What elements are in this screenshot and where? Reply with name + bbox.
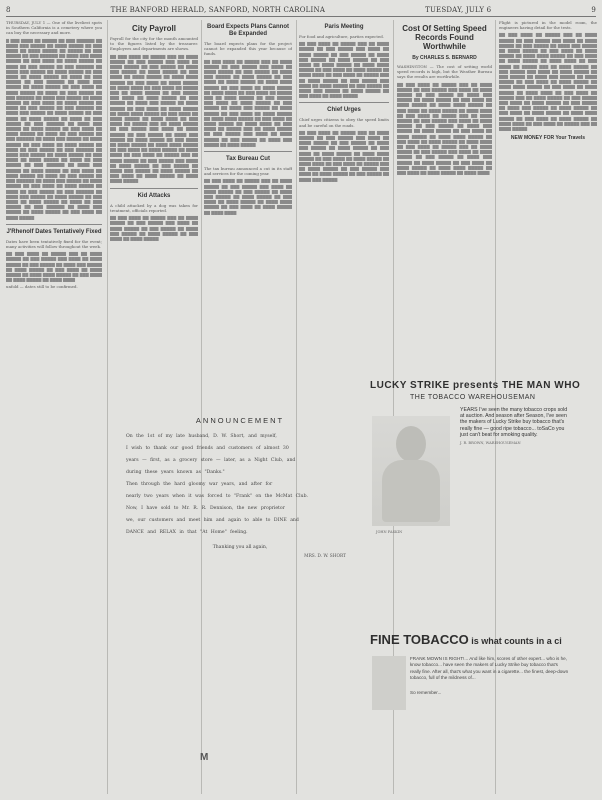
- announcement-line: DANCE and RELAX in that "At Home" feeling.: [126, 530, 248, 535]
- newspaper-title: THE BANFORD HERALD, SANFORD, NORTH CAROLINA: [110, 6, 326, 14]
- announcement-line: during these years known as "Danks.": [126, 470, 225, 475]
- article-filler: ▇▇ ▇▇▇ ▇▇▇▇ ▇▇ ▇▇▇▇▇ ▇▇▇ ▇▇ ▇▇▇▇ ▇▇▇▇▇ ▇▇ ▇▇▇ ▇▇▇▇▇ ▇▇▇ ▇▇▇▇ ▇▇ ▇▇▇▇ ▇▇▇▇▇ ▇▇ ▇▇▇ ▇▇▇▇▇ ▇▇ ▇▇▇▇ ▇▇▇ ▇▇▇▇▇ ▇▇ ▇▇▇▇ ▇▇▇▇▇ ▇▇ ▇▇▇ ▇▇▇▇ ▇▇ ▇▇▇▇ ▇▇▇▇▇ ▇▇ ▇▇▇▇ ▇▇▇▇ ▇▇▇▇▇ ▇▇ ▇▇▇ ▇▇▇▇ ▇▇ ▇▇▇▇ ▇▇▇▇▇ ▇▇ ▇▇▇▇ ▇▇▇▇: [204, 178, 292, 215]
- headline: City Payroll: [131, 24, 176, 33]
- article-body: Flight is pictured in the model room, the engineers having detail for the tests.: [499, 20, 597, 31]
- article-body: Payroll for the city for the month amounted to the figures listed by the treasurer. Employees and departments are shown.: [110, 36, 198, 52]
- divider: [299, 102, 389, 103]
- column-1: [6, 20, 102, 796]
- portrait-head: [396, 426, 426, 462]
- ad-tagline-suffix: is what counts in a ci: [471, 636, 562, 646]
- announcement-line: On the 1st of my late husband, D. W. Short, and myself,: [126, 434, 277, 439]
- article-body: Chief urges citizens to obey the speed limits and be careful on the roads.: [299, 117, 389, 128]
- article-filler: ▇▇ ▇▇▇ ▇▇▇▇ ▇▇ ▇▇▇▇▇ ▇▇▇ ▇▇ ▇▇▇▇ ▇▇▇▇▇ ▇▇ ▇▇▇ ▇▇▇▇▇ ▇▇▇ ▇▇▇▇ ▇▇ ▇▇▇▇ ▇▇▇▇▇ ▇▇ ▇▇▇ ▇▇▇▇▇ ▇▇ ▇▇▇▇ ▇▇▇ ▇▇▇▇▇ ▇▇ ▇▇▇▇ ▇▇▇▇▇ ▇▇ ▇▇▇ ▇▇▇▇ ▇▇ ▇▇▇▇ ▇▇▇▇▇ ▇▇ ▇▇▇▇ ▇▇▇▇ ▇▇▇▇▇ ▇▇ ▇▇▇ ▇▇▇▇ ▇▇ ▇▇▇▇ ▇▇▇▇▇ ▇▇ ▇▇▇▇ ▇▇▇▇ ▇▇ ▇▇▇ ▇▇▇▇ ▇▇ ▇▇▇▇▇ ▇▇▇ ▇▇ ▇▇▇▇ ▇▇▇▇▇ ▇▇ ▇▇▇ ▇▇▇▇▇ ▇▇▇ ▇▇▇▇ ▇▇ ▇▇▇▇ ▇▇▇▇▇ ▇▇ ▇▇▇ ▇▇▇▇▇ ▇▇ ▇▇▇▇ ▇▇▇ ▇▇▇▇▇ ▇▇ ▇▇▇▇ ▇▇▇▇▇ ▇▇ ▇▇▇ ▇▇▇▇ ▇▇ ▇▇▇▇ ▇▇▇▇▇ ▇▇ ▇▇▇▇ ▇▇▇▇ ▇▇▇▇▇ ▇▇ ▇▇▇ ▇▇▇▇ ▇▇ ▇▇▇▇ ▇▇▇▇▇ ▇▇ ▇▇▇▇ ▇▇▇▇ ▇▇ ▇▇▇ ▇▇▇▇ ▇▇ ▇▇▇▇▇ ▇▇▇ ▇▇ ▇▇▇▇ ▇▇▇▇▇ ▇▇ ▇▇▇ ▇▇▇▇▇ ▇▇▇ ▇▇▇▇ ▇▇ ▇▇▇▇ ▇▇▇▇▇ ▇▇ ▇▇▇ ▇▇▇▇▇ ▇▇ ▇▇▇▇ ▇▇▇ ▇▇▇▇▇ ▇▇ ▇▇▇▇ ▇▇▇▇▇: [204, 58, 292, 147]
- page-number-left: 8: [6, 6, 11, 14]
- divider: [204, 151, 292, 152]
- article-tail: unfold — dates still to be confirmed.: [6, 284, 78, 290]
- announcement-thanks: Thanking you all again,: [212, 545, 268, 550]
- column-5: [397, 20, 492, 376]
- announcement-ad: [120, 412, 360, 712]
- divider: [6, 224, 102, 225]
- article-filler: ▇▇ ▇▇▇ ▇▇▇▇ ▇▇ ▇▇▇▇▇ ▇▇▇ ▇▇ ▇▇▇▇ ▇▇▇▇▇ ▇▇ ▇▇▇ ▇▇▇▇▇ ▇▇▇ ▇▇▇▇ ▇▇ ▇▇▇▇ ▇▇▇▇▇ ▇▇ ▇▇▇ ▇▇▇▇▇ ▇▇ ▇▇▇▇ ▇▇▇ ▇▇▇▇▇ ▇▇ ▇▇▇▇ ▇▇▇▇▇ ▇▇ ▇▇▇ ▇▇▇▇ ▇▇ ▇▇▇▇ ▇▇▇▇▇ ▇▇ ▇▇▇▇ ▇▇▇▇ ▇▇▇▇▇ ▇▇ ▇▇▇ ▇▇▇▇ ▇▇ ▇▇▇▇ ▇▇▇▇▇ ▇▇ ▇▇▇▇ ▇▇▇▇ ▇▇ ▇▇▇ ▇▇▇▇ ▇▇ ▇▇▇▇▇ ▇▇▇ ▇▇ ▇▇▇▇ ▇▇▇▇▇ ▇▇ ▇▇▇ ▇▇▇▇▇ ▇▇▇ ▇▇▇▇ ▇▇ ▇▇▇▇ ▇▇▇▇▇ ▇▇ ▇▇▇ ▇▇▇▇▇ ▇▇ ▇▇▇▇ ▇▇▇ ▇▇▇▇▇ ▇▇ ▇▇▇▇ ▇▇▇▇▇ ▇▇ ▇▇▇ ▇▇▇▇ ▇▇ ▇▇▇▇ ▇▇▇▇▇ ▇▇ ▇▇▇▇ ▇▇▇▇ ▇▇▇▇▇ ▇▇ ▇▇▇ ▇▇▇▇ ▇▇ ▇▇▇▇ ▇▇▇▇▇ ▇▇ ▇▇▇▇ ▇▇▇▇ ▇▇ ▇▇▇ ▇▇▇▇ ▇▇ ▇▇▇▇▇ ▇▇▇ ▇▇ ▇▇▇▇ ▇▇▇▇▇ ▇▇ ▇▇▇ ▇▇▇▇▇ ▇▇▇ ▇▇▇▇ ▇▇ ▇▇▇▇ ▇▇▇▇▇ ▇▇ ▇▇▇ ▇▇▇▇▇ ▇▇ ▇▇▇▇ ▇▇▇ ▇▇▇▇▇ ▇▇ ▇▇▇▇ ▇▇▇▇▇ ▇▇ ▇▇▇ ▇▇▇▇ ▇▇ ▇▇▇▇ ▇▇▇▇▇ ▇▇ ▇▇▇▇ ▇▇▇▇ ▇▇▇▇▇ ▇▇ ▇▇▇ ▇▇▇▇ ▇▇ ▇▇▇▇ ▇▇▇▇▇ ▇▇ ▇▇▇▇ ▇▇▇▇ ▇▇ ▇▇▇ ▇▇▇▇ ▇▇ ▇▇▇▇▇ ▇▇▇ ▇▇ ▇▇▇▇ ▇▇▇▇▇: [499, 32, 597, 132]
- portrait-name: JOHN FASKIN: [376, 530, 403, 534]
- ad-subhead: THE TOBACCO WAREHOUSEMAN: [410, 394, 536, 401]
- ad-quote: YEARS I've seen the many tobacco crops sold at auction. And season after Season, I've seen the makers of Lucky Strike buy tobacco that's really fine — good ripe tobacco... toSaCo you just can't beat for smoking quality.: [460, 407, 568, 438]
- ad-tagline: [370, 632, 562, 647]
- headline: Kid Attacks: [137, 192, 171, 199]
- column-rule: [107, 20, 108, 794]
- portrait-body: [382, 460, 440, 522]
- article-body: WASHINGTON — The cost of setting world speed records is high, but the Weather Bureau says the results are worthwhile.: [397, 64, 492, 80]
- announcement-line: Now, I have sold to Mr. R. R. Dennison, the new proprietor: [126, 506, 285, 511]
- ad-headline: LUCKY STRIKE presents THE MAN WHO: [370, 380, 581, 391]
- ad-credit: J. R. BROWN, WAREHOUSEMAN: [460, 441, 521, 446]
- byline: By CHARLES S. BERNARD: [412, 55, 477, 61]
- article-filler: ▇▇ ▇▇▇ ▇▇▇▇ ▇▇ ▇▇▇▇▇ ▇▇▇ ▇▇ ▇▇▇▇ ▇▇▇▇▇ ▇▇ ▇▇▇ ▇▇▇▇▇ ▇▇▇ ▇▇▇▇ ▇▇ ▇▇▇▇ ▇▇▇▇▇ ▇▇ ▇▇▇ ▇▇▇▇▇ ▇▇ ▇▇▇▇ ▇▇▇ ▇▇▇▇▇ ▇▇ ▇▇▇▇ ▇▇▇▇▇ ▇▇ ▇▇▇ ▇▇▇▇ ▇▇ ▇▇▇▇ ▇▇▇▇▇: [110, 215, 198, 241]
- article-body: Dates have been tentatively fixed for the event; many activities will follow throughout the week.: [6, 238, 102, 249]
- announcement-line: we, our customers and meet him and again to able to DINE and: [126, 518, 299, 523]
- masthead: [6, 4, 596, 17]
- article-body: The board expects plans for the project cannot be expanded this year because of funds.: [204, 41, 292, 57]
- page-number-right: 9: [591, 6, 596, 14]
- article-intro: THURSDAY, JULY 1 — One of the liveliest spots in Southern California is a cemetery where you can buy the necessary and more.: [6, 20, 102, 36]
- announcement-body: [120, 425, 360, 539]
- announcement-signature: MRS. D. W. SHORT: [304, 554, 346, 559]
- ad-copy: [410, 656, 570, 696]
- announcement-line: nearly two years when it was forced to "Frank" on the McMat Club.: [126, 494, 309, 499]
- article-filler: ▇▇ ▇▇▇ ▇▇▇▇ ▇▇ ▇▇▇▇▇ ▇▇▇ ▇▇ ▇▇▇▇ ▇▇▇▇▇ ▇▇ ▇▇▇ ▇▇▇▇▇ ▇▇▇ ▇▇▇▇ ▇▇ ▇▇▇▇ ▇▇▇▇▇ ▇▇ ▇▇▇ ▇▇▇▇▇ ▇▇ ▇▇▇▇ ▇▇▇ ▇▇▇▇▇ ▇▇ ▇▇▇▇ ▇▇▇▇▇ ▇▇ ▇▇▇ ▇▇▇▇ ▇▇ ▇▇▇▇ ▇▇▇▇▇ ▇▇ ▇▇▇▇ ▇▇▇▇ ▇▇▇▇▇ ▇▇ ▇▇▇ ▇▇▇▇ ▇▇ ▇▇▇▇ ▇▇▇▇▇ ▇▇ ▇▇▇▇ ▇▇▇▇ ▇▇ ▇▇▇ ▇▇▇▇ ▇▇ ▇▇▇▇▇ ▇▇▇ ▇▇ ▇▇▇▇ ▇▇▇▇▇ ▇▇ ▇▇▇ ▇▇▇▇▇ ▇▇▇ ▇▇▇▇ ▇▇ ▇▇▇▇ ▇▇▇▇▇ ▇▇ ▇▇▇ ▇▇▇▇▇ ▇▇ ▇▇▇▇ ▇▇▇ ▇▇▇▇▇ ▇▇ ▇▇▇▇ ▇▇▇▇▇ ▇▇ ▇▇▇ ▇▇▇▇ ▇▇ ▇▇▇▇ ▇▇▇▇▇ ▇▇ ▇▇▇▇ ▇▇▇▇ ▇▇▇▇▇ ▇▇ ▇▇▇ ▇▇▇▇ ▇▇ ▇▇▇▇ ▇▇▇▇▇ ▇▇ ▇▇▇▇ ▇▇▇▇ ▇▇ ▇▇▇ ▇▇▇▇ ▇▇ ▇▇▇▇▇ ▇▇▇ ▇▇ ▇▇▇▇ ▇▇▇▇▇ ▇▇ ▇▇▇ ▇▇▇▇▇ ▇▇▇ ▇▇▇▇ ▇▇ ▇▇▇▇ ▇▇▇▇▇ ▇▇ ▇▇▇ ▇▇▇▇▇ ▇▇ ▇▇▇▇ ▇▇▇ ▇▇▇▇▇ ▇▇ ▇▇▇▇ ▇▇▇▇▇ ▇▇ ▇▇▇ ▇▇▇▇ ▇▇ ▇▇▇▇ ▇▇▇▇▇ ▇▇ ▇▇▇▇ ▇▇▇▇ ▇▇▇▇▇ ▇▇ ▇▇▇ ▇▇▇▇ ▇▇ ▇▇▇▇ ▇▇▇▇▇ ▇▇ ▇▇▇▇ ▇▇▇▇ ▇▇ ▇▇▇ ▇▇▇▇ ▇▇ ▇▇▇▇▇ ▇▇▇ ▇▇ ▇▇▇▇ ▇▇▇▇▇ ▇▇ ▇▇▇ ▇▇▇▇▇ ▇▇▇ ▇▇▇▇ ▇▇ ▇▇▇▇ ▇▇▇▇▇ ▇▇ ▇▇▇ ▇▇▇▇▇ ▇▇ ▇▇▇▇ ▇▇▇ ▇▇▇▇▇ ▇▇ ▇▇▇▇ ▇▇▇▇▇ ▇▇ ▇▇▇ ▇▇▇▇ ▇▇ ▇▇▇▇ ▇▇▇▇▇ ▇▇ ▇▇▇▇ ▇▇▇▇ ▇▇▇▇▇: [110, 53, 198, 184]
- announcement-line: years — first, as a grocery store — later, as a Night Club, and: [126, 458, 296, 463]
- column-4: [299, 20, 389, 380]
- column-2: [110, 20, 198, 410]
- headline: Chief Urges: [327, 107, 361, 114]
- ad-tagline-prefix: FINE TOBACCO: [370, 632, 469, 647]
- headline: Cost Of Setting Speed Records Found Worthwhile: [402, 24, 487, 51]
- article-body: For food and agriculture, parties expected.: [299, 34, 384, 39]
- ad-copy-text: FRANK MOWN IS RIGHT!... And like him, scores of other expert... who is he, know tobacco... have seen the makers of Lucky Strike buy tobacco that's really fine. After all, that's what you want in a cigarette... the finest, deep-down tobacco, full of the mildness of...: [410, 656, 569, 681]
- divider: [110, 188, 198, 189]
- headline: Tax Bureau Cut: [226, 156, 270, 163]
- announcement-line: I wish to thank our good friends and customers of almost 30: [126, 446, 289, 451]
- headline: Paris Meeting: [324, 24, 364, 30]
- column-3: [204, 20, 292, 410]
- issue-date: TUESDAY, JULY 6: [425, 6, 492, 14]
- announcement-line: Then through the hard gloomy war years, and after for: [126, 482, 273, 487]
- headline: J'Rhenolf Dates Tentatively Fixed: [6, 228, 102, 235]
- announcement-title: ANNOUNCEMENT: [195, 416, 285, 425]
- article-filler: ▇▇ ▇▇▇ ▇▇▇▇ ▇▇ ▇▇▇▇▇ ▇▇▇ ▇▇ ▇▇▇▇ ▇▇▇▇▇ ▇▇ ▇▇▇ ▇▇▇▇▇ ▇▇▇ ▇▇▇▇ ▇▇ ▇▇▇▇ ▇▇▇▇▇ ▇▇ ▇▇▇ ▇▇▇▇▇ ▇▇ ▇▇▇▇ ▇▇▇ ▇▇▇▇▇ ▇▇ ▇▇▇▇ ▇▇▇▇▇ ▇▇ ▇▇▇ ▇▇▇▇ ▇▇ ▇▇▇▇ ▇▇▇▇▇ ▇▇ ▇▇▇▇ ▇▇▇▇ ▇▇▇▇▇ ▇▇ ▇▇▇ ▇▇▇▇ ▇▇ ▇▇▇▇ ▇▇▇▇▇ ▇▇ ▇▇▇▇ ▇▇▇▇ ▇▇ ▇▇▇ ▇▇▇▇ ▇▇ ▇▇▇▇▇ ▇▇▇ ▇▇ ▇▇▇▇ ▇▇▇▇▇ ▇▇ ▇▇▇ ▇▇▇▇▇ ▇▇▇ ▇▇▇▇ ▇▇ ▇▇▇▇ ▇▇▇▇▇ ▇▇ ▇▇▇ ▇▇▇▇▇ ▇▇ ▇▇▇▇ ▇▇▇ ▇▇▇▇▇: [299, 129, 389, 182]
- article-body: The tax bureau announced a cut in its staff and services for the coming year.: [204, 166, 292, 177]
- headline: Board Expects Plans Cannot Be Expanded: [206, 24, 290, 37]
- ad-photo: [372, 656, 406, 710]
- article-body: A child attacked by a dog was taken for treatment, officials reported.: [110, 202, 198, 213]
- lucky-strike-ad: [370, 380, 598, 780]
- page-footer-letter: M: [200, 752, 209, 763]
- ad-remember: So remember...: [410, 689, 442, 695]
- article-filler: ▇▇ ▇▇▇ ▇▇▇▇ ▇▇ ▇▇▇▇▇ ▇▇▇ ▇▇ ▇▇▇▇ ▇▇▇▇▇ ▇▇ ▇▇▇ ▇▇▇▇▇ ▇▇▇ ▇▇▇▇ ▇▇ ▇▇▇▇ ▇▇▇▇▇ ▇▇ ▇▇▇ ▇▇▇▇▇ ▇▇ ▇▇▇▇ ▇▇▇ ▇▇▇▇▇ ▇▇ ▇▇▇▇ ▇▇▇▇▇ ▇▇ ▇▇▇ ▇▇▇▇ ▇▇ ▇▇▇▇ ▇▇▇▇▇ ▇▇ ▇▇▇▇ ▇▇▇▇ ▇▇▇▇▇ ▇▇ ▇▇▇ ▇▇▇▇ ▇▇ ▇▇▇▇ ▇▇▇▇▇ ▇▇ ▇▇▇▇ ▇▇▇▇ ▇▇ ▇▇▇ ▇▇▇▇ ▇▇ ▇▇▇▇▇ ▇▇▇ ▇▇ ▇▇▇▇ ▇▇▇▇▇ ▇▇ ▇▇▇ ▇▇▇▇▇ ▇▇▇ ▇▇▇▇ ▇▇ ▇▇▇▇ ▇▇▇▇▇ ▇▇ ▇▇▇ ▇▇▇▇▇ ▇▇ ▇▇▇▇ ▇▇▇ ▇▇▇▇▇ ▇▇ ▇▇▇▇ ▇▇▇▇▇ ▇▇ ▇▇▇ ▇▇▇▇ ▇▇ ▇▇▇▇ ▇▇▇▇▇ ▇▇ ▇▇▇▇ ▇▇▇▇ ▇▇▇▇▇ ▇▇ ▇▇▇ ▇▇▇▇ ▇▇ ▇▇▇▇ ▇▇▇▇▇ ▇▇ ▇▇▇▇ ▇▇▇▇ ▇▇ ▇▇▇ ▇▇▇▇ ▇▇ ▇▇▇▇▇ ▇▇▇ ▇▇ ▇▇▇▇ ▇▇▇▇▇ ▇▇ ▇▇▇ ▇▇▇▇▇ ▇▇▇ ▇▇▇▇ ▇▇ ▇▇▇▇ ▇▇▇▇▇ ▇▇ ▇▇▇ ▇▇▇▇▇ ▇▇ ▇▇▇▇ ▇▇▇ ▇▇▇▇▇ ▇▇ ▇▇▇▇ ▇▇▇▇▇ ▇▇ ▇▇▇ ▇▇▇▇ ▇▇ ▇▇▇▇ ▇▇▇▇▇ ▇▇ ▇▇▇▇ ▇▇▇▇ ▇▇▇▇▇ ▇▇ ▇▇▇ ▇▇▇▇ ▇▇ ▇▇▇▇ ▇▇▇▇▇ ▇▇ ▇▇▇▇ ▇▇▇▇: [397, 81, 492, 176]
- warehouseman-portrait: [372, 416, 450, 526]
- article-filler: ▇▇ ▇▇▇ ▇▇▇▇ ▇▇ ▇▇▇▇▇ ▇▇▇ ▇▇ ▇▇▇▇ ▇▇▇▇▇ ▇▇ ▇▇▇ ▇▇▇▇▇ ▇▇▇ ▇▇▇▇ ▇▇ ▇▇▇▇ ▇▇▇▇▇ ▇▇ ▇▇▇ ▇▇▇▇▇ ▇▇ ▇▇▇▇ ▇▇▇ ▇▇▇▇▇ ▇▇ ▇▇▇▇ ▇▇▇▇▇ ▇▇ ▇▇▇ ▇▇▇▇ ▇▇ ▇▇▇▇ ▇▇▇▇▇ ▇▇ ▇▇▇▇ ▇▇▇▇ ▇▇▇▇▇ ▇▇ ▇▇▇ ▇▇▇▇ ▇▇ ▇▇▇▇ ▇▇▇▇▇ ▇▇ ▇▇▇▇ ▇▇▇▇: [6, 251, 102, 283]
- column-6: [499, 20, 597, 376]
- article-filler: ▇ ▇▇▇ ▇▇▇▇ ▇▇ ▇▇▇▇▇ ▇▇ ▇▇▇ ▇▇▇▇▇▇ ▇▇ ▇▇▇▇ ▇▇▇ ▇▇▇▇▇ ▇▇ ▇▇▇▇ ▇▇▇▇▇ ▇▇ ▇▇▇ ▇▇▇▇ ▇▇ ▇▇▇▇ ▇▇▇▇▇ ▇▇ ▇▇▇▇▇ ▇▇ ▇▇▇ ▇▇▇▇▇ ▇▇ ▇▇▇ ▇▇▇▇▇▇ ▇▇ ▇▇▇▇ ▇▇▇ ▇▇▇▇ ▇▇▇▇▇ ▇▇ ▇▇▇ ▇▇▇▇ ▇▇ ▇▇▇▇ ▇▇▇▇▇ ▇▇ ▇▇▇▇ ▇▇ ▇▇▇ ▇▇▇▇▇ ▇▇ ▇▇▇ ▇▇▇▇▇▇ ▇▇ ▇▇▇▇ ▇▇▇ ▇▇▇▇▇ ▇▇ ▇▇▇▇ ▇▇▇▇▇ ▇▇ ▇▇▇ ▇▇▇▇ ▇▇ ▇▇▇▇ ▇▇▇▇▇ ▇▇ ▇▇▇▇ ▇▇ ▇▇▇ ▇▇▇▇▇ ▇▇ ▇▇▇ ▇▇▇▇▇▇ ▇▇ ▇▇▇▇ ▇▇▇ ▇▇▇▇▇ ▇▇ ▇▇▇▇ ▇▇▇▇▇ ▇▇ ▇▇▇ ▇▇▇▇ ▇▇ ▇▇▇▇ ▇▇▇▇▇ ▇▇ ▇▇▇▇ ▇▇ ▇▇▇ ▇▇▇▇▇ ▇▇ ▇▇▇ ▇▇▇▇▇▇ ▇▇ ▇▇▇▇ ▇▇▇ ▇▇▇▇▇ ▇▇ ▇▇▇▇ ▇▇▇▇▇ ▇▇ ▇▇▇ ▇▇▇▇ ▇▇ ▇▇▇▇ ▇▇▇▇▇ ▇▇ ▇▇▇▇ ▇▇ ▇▇▇ ▇▇▇▇▇ ▇▇ ▇▇▇ ▇▇▇▇▇▇ ▇▇ ▇▇▇▇ ▇▇▇ ▇▇▇▇▇ ▇▇ ▇▇▇▇ ▇▇▇▇▇ ▇▇ ▇▇▇ ▇▇▇▇ ▇▇ ▇▇▇▇ ▇▇▇▇▇ ▇▇ ▇▇▇▇ ▇▇ ▇▇▇ ▇▇▇▇▇ ▇▇ ▇▇▇ ▇▇▇▇▇▇ ▇▇ ▇▇▇▇ ▇▇▇ ▇▇▇▇▇ ▇▇ ▇▇▇▇ ▇▇▇▇▇ ▇▇ ▇▇▇ ▇▇▇▇ ▇▇ ▇▇▇▇ ▇▇▇▇▇ ▇▇ ▇▇▇▇ ▇▇ ▇▇▇ ▇▇▇▇▇ ▇▇ ▇▇▇ ▇▇▇▇▇▇ ▇▇ ▇▇▇▇ ▇▇▇ ▇▇▇▇▇ ▇▇ ▇▇▇▇ ▇▇▇▇▇ ▇▇ ▇▇▇ ▇▇▇▇ ▇▇ ▇▇▇▇ ▇▇▇▇▇ ▇▇ ▇▇▇▇ ▇▇ ▇▇▇ ▇▇▇▇▇ ▇▇ ▇▇▇ ▇▇▇▇▇▇ ▇▇ ▇▇▇▇ ▇▇▇ ▇▇▇▇▇ ▇▇ ▇▇▇▇ ▇▇▇▇▇ ▇▇ ▇▇▇ ▇▇▇▇ ▇▇ ▇▇▇▇ ▇▇▇▇▇ ▇▇ ▇▇▇▇ ▇▇ ▇▇▇ ▇▇▇▇▇ ▇▇ ▇▇▇ ▇▇▇▇▇▇ ▇▇ ▇▇▇▇ ▇▇▇ ▇▇▇▇▇ ▇▇ ▇▇▇▇ ▇▇▇▇▇ ▇▇ ▇▇▇ ▇▇▇▇ ▇▇ ▇▇▇▇ ▇▇▇▇▇ ▇▇ ▇▇▇▇ ▇▇ ▇▇▇ ▇▇▇▇▇ ▇▇ ▇▇▇ ▇▇▇▇▇▇ ▇▇ ▇▇▇▇ ▇▇▇ ▇▇▇▇▇ ▇▇ ▇▇▇▇ ▇▇▇▇▇ ▇▇ ▇▇▇ ▇▇▇▇ ▇▇ ▇▇▇▇ ▇▇▇▇▇ ▇▇ ▇▇▇▇ ▇▇ ▇▇▇ ▇▇▇▇▇ ▇▇ ▇▇▇ ▇▇▇▇▇▇ ▇▇ ▇▇▇▇ ▇▇▇ ▇▇▇▇▇ ▇▇ ▇▇▇▇ ▇▇▇▇▇ ▇▇ ▇▇▇ ▇▇▇▇ ▇▇ ▇▇▇▇ ▇▇▇▇▇ ▇▇ ▇▇▇▇ ▇▇ ▇▇▇ ▇▇▇▇▇ ▇▇ ▇▇▇ ▇▇▇▇▇▇ ▇▇ ▇▇▇▇ ▇▇▇ ▇▇▇▇▇ ▇▇ ▇▇▇▇ ▇▇▇▇▇ ▇▇ ▇▇▇ ▇▇▇▇ ▇▇ ▇▇▇▇ ▇▇▇▇▇: [6, 37, 102, 220]
- headline: NEW MONEY FOR Your Travels: [510, 135, 586, 142]
- article-filler: ▇▇ ▇▇▇ ▇▇▇▇ ▇▇ ▇▇▇▇▇ ▇▇▇ ▇▇ ▇▇▇▇ ▇▇▇▇▇ ▇▇ ▇▇▇ ▇▇▇▇▇ ▇▇▇ ▇▇▇▇ ▇▇ ▇▇▇▇ ▇▇▇▇▇ ▇▇ ▇▇▇ ▇▇▇▇▇ ▇▇ ▇▇▇▇ ▇▇▇ ▇▇▇▇▇ ▇▇ ▇▇▇▇ ▇▇▇▇▇ ▇▇ ▇▇▇ ▇▇▇▇ ▇▇ ▇▇▇▇ ▇▇▇▇▇ ▇▇ ▇▇▇▇ ▇▇▇▇ ▇▇▇▇▇ ▇▇ ▇▇▇ ▇▇▇▇ ▇▇ ▇▇▇▇ ▇▇▇▇▇ ▇▇ ▇▇▇▇ ▇▇▇▇ ▇▇ ▇▇▇ ▇▇▇▇ ▇▇ ▇▇▇▇▇ ▇▇▇ ▇▇ ▇▇▇▇ ▇▇▇▇▇ ▇▇ ▇▇▇ ▇▇▇▇▇ ▇▇▇ ▇▇▇▇ ▇▇ ▇▇▇▇ ▇▇▇▇▇ ▇▇ ▇▇▇ ▇▇▇▇▇ ▇▇ ▇▇▇▇ ▇▇▇ ▇▇▇▇▇ ▇▇ ▇▇▇▇ ▇▇▇▇▇ ▇▇ ▇▇▇ ▇▇▇▇ ▇▇ ▇▇▇▇ ▇▇▇▇▇: [299, 41, 389, 99]
